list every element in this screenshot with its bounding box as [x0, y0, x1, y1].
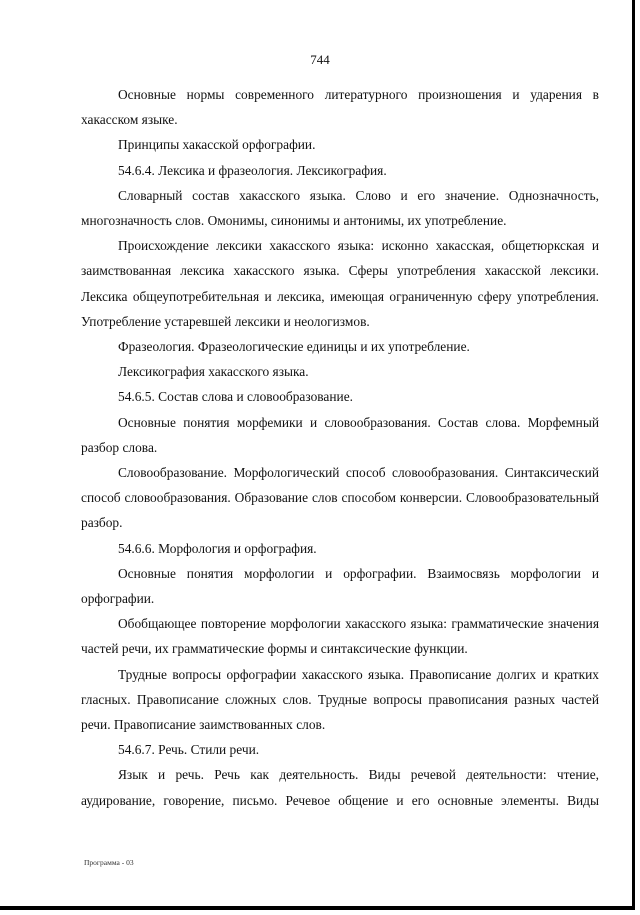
- paragraph: Основные понятия морфологии и орфографии. Взаимосвязь морфологии и орфографии.: [81, 565, 599, 607]
- paragraph: Происхождение лексики хакасского языка: исконно хакасская, общетюркская и заимствованная лексика хакасского языка. Сферы употребления хакасской лексики. Лексика общеупотребительная и лексика, имеющая ограниченную сферу употребления. Употребление устаревшей лексики и неологизмов.: [81, 238, 599, 329]
- paragraph: Принципы хакасской орфографии.: [118, 137, 316, 153]
- paragraph: Основные нормы современного литературного произношения и ударения в хакасском языке.: [81, 87, 599, 128]
- footer-label: Программа - 03: [84, 858, 134, 867]
- paragraph: Фразеология. Фразеологические единицы и их употребление.: [118, 339, 470, 355]
- paragraph: Словообразование. Морфологический способ словообразования. Синтаксический способ словообразования. Образование слов способом конверсии. Словообразовательный разбор.: [81, 465, 599, 531]
- paragraph: Обобщающее повторение морфологии хакасского языка: грамматические значения частей речи, их грамматические формы и синтаксические функции.: [81, 616, 599, 657]
- page-number: 744: [310, 52, 330, 67]
- paragraph: Основные понятия морфемики и словообразования. Состав слова. Морфемный разбор слова.: [81, 414, 599, 455]
- paragraph: Трудные вопросы орфографии хакасского языка. Правописание долгих и кратких гласных. Правописание сложных слов. Трудные вопросы правописания разных частей речи. Правописание заимствованных слов.: [81, 666, 599, 733]
- paragraph: Язык и речь. Речь как деятельность. Виды речевой деятельности: чтение, аудирование, говорение, письмо. Речевое общение и его основные элементы. Виды: [81, 767, 599, 808]
- section-heading: 54.6.7. Речь. Стили речи.: [118, 742, 260, 758]
- section-heading: 54.6.4. Лексика и фразеология. Лексикография.: [118, 162, 387, 178]
- document-body: [81, 82, 599, 813]
- section-heading: 54.6.5. Состав слова и словообразование.: [118, 389, 353, 405]
- paragraph: Лексикография хакасского языка.: [118, 364, 309, 380]
- paragraph: Словарный состав хакасского языка. Слово и его значение. Однозначность, многозначность слов. Омонимы, синонимы и антонимы, их употребление.: [81, 187, 599, 229]
- section-heading: 54.6.6. Морфология и орфография.: [118, 540, 317, 556]
